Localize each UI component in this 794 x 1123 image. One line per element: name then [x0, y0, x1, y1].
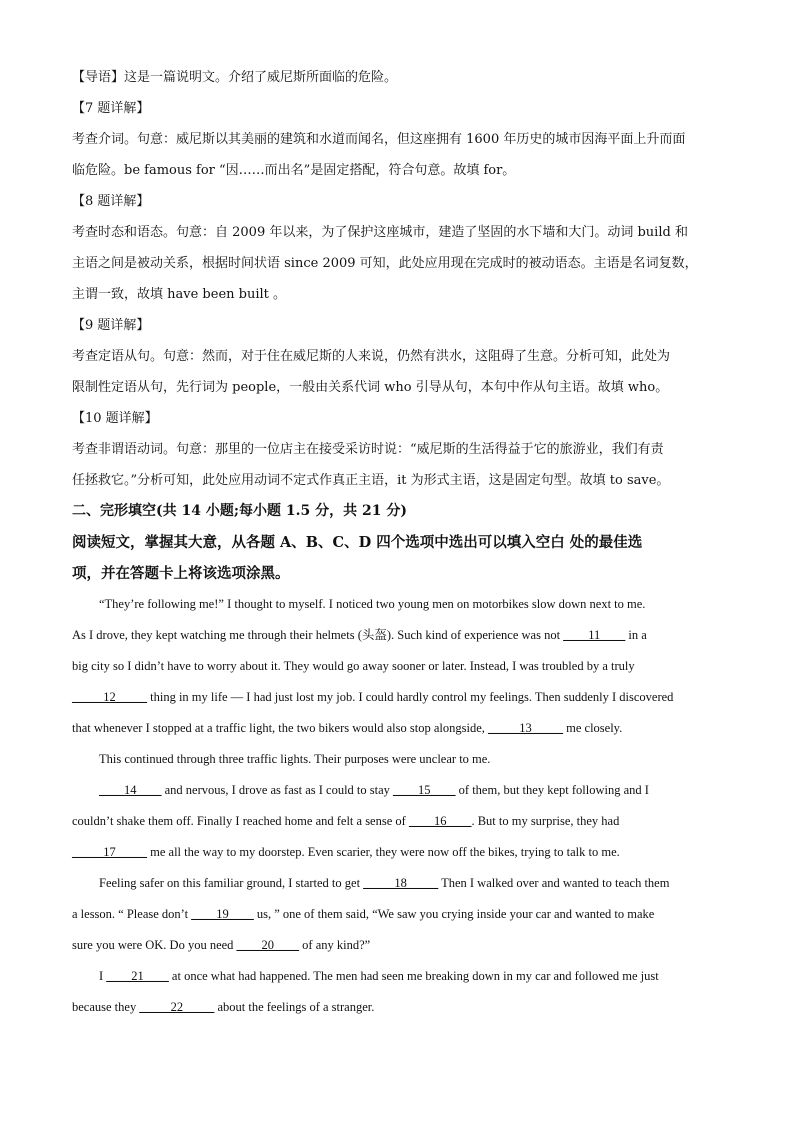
passage-text: Feeling safer on this familiar ground, I started to get	[99, 876, 364, 890]
passage-text: Then I walked over and wanted to teach them	[438, 876, 670, 890]
passage-text: a lesson. “ Please don’t	[72, 907, 192, 921]
passage-text: As I drove, they kept watching me through their helmets (头盔). Such kind of experience was not	[72, 628, 564, 642]
document-page	[72, 62, 722, 1023]
blank-15: ____15____	[393, 783, 456, 797]
passage-text: couldn’t shake them off. Finally I reached home and felt a sense of	[72, 814, 409, 828]
passage-text: me all the way to my doorstep. Even scarier, they were now off the bikes, trying to talk to me.	[147, 845, 620, 859]
q9-line-2: 限制性定语从句，先行词为 people，一般由关系代词 who 引导从句，本句中作从句主语。故填 who。	[72, 380, 669, 395]
passage-line	[72, 682, 722, 713]
blank-13: _____13_____	[488, 721, 563, 735]
passage-text: that whenever I stopped at a traffic light, the two bikers would also stop alongside,	[72, 721, 488, 735]
passage-text: in a	[625, 628, 647, 642]
blank-21: ____21____	[106, 969, 169, 983]
passage-text: us, ” one of them said, “We saw you crying inside your car and wanted to make	[253, 907, 655, 921]
q10-heading: 【10 题详解】	[72, 411, 158, 426]
passage-line	[72, 775, 722, 806]
passage-text: at once what had happened. The men had seen me breaking down in my car and followed me just	[168, 969, 659, 983]
passage-line: big city so I didn’t have to worry about it. They would go away sooner or later. Instead, I was troubled by a truly	[72, 659, 635, 673]
blank-20: ____20____	[236, 938, 300, 952]
passage-text: and nervous, I drove as fast as I could to stay	[161, 783, 394, 797]
instruction-line-2: 项，并在答题卡上将该选项涂黑。	[72, 565, 290, 582]
q8-line-1: 考查时态和语态。句意：自 2009 年以来，为了保护这座城市，建造了坚固的水下墙和大门。动词 build 和	[72, 225, 688, 240]
passage-line	[72, 620, 722, 651]
blank-18: _____18_____	[363, 876, 439, 890]
blank-12: _____12_____	[72, 690, 147, 704]
blank-19: ____19____	[191, 907, 254, 921]
section-title: 二、完形填空(共 14 小题;每小题 1.5 分，共 21 分)	[72, 503, 407, 519]
passage-line: “They’re following me!” I thought to myself. I noticed two young men on motorbikes slow down next to me.	[99, 597, 646, 611]
intro-text: 【导语】这是一篇说明文。介绍了威尼斯所面临的危险。	[72, 70, 398, 85]
blank-22: _____22_____	[139, 1000, 215, 1014]
instruction-line-1: 阅读短文，掌握其大意，从各题 A、B、C、D 四个选项中选出可以填入空白 处的最佳选	[72, 534, 643, 551]
q9-heading: 【9 题详解】	[72, 318, 150, 333]
q7-heading: 【7 题详解】	[72, 101, 150, 116]
passage-line	[72, 992, 722, 1023]
passage-line	[72, 837, 722, 868]
q7-line-1: 考查介词。句意：威尼斯以其美丽的建筑和水道而闻名，但这座拥有 1600 年历史的城市因海平面上升而面	[72, 132, 686, 147]
blank-17: _____17_____	[72, 845, 147, 859]
q10-line-1: 考查非谓语动词。句意：那里的一位店主在接受采访时说：“威尼斯的生活得益于它的旅游业，我们有责	[72, 442, 664, 457]
passage-text: . But to my surprise, they had	[471, 814, 620, 828]
passage-text: thing in my life — I had just lost my job. I could hardly control my feelings. Then suddenly I discovered	[147, 690, 674, 704]
passage-line	[72, 899, 722, 930]
q9-line-1: 考查定语从句。句意：然而，对于住在威尼斯的人来说，仍然有洪水，这阻碍了生意。分析可知，此处为	[72, 349, 671, 364]
passage-line	[72, 930, 722, 961]
q8-heading: 【8 题详解】	[72, 194, 150, 209]
passage-text: I	[99, 969, 107, 983]
passage-text: because they	[72, 1000, 140, 1014]
blank-16: ____16____	[408, 814, 472, 828]
passage-line: This continued through three traffic lights. Their purposes were unclear to me.	[99, 752, 491, 766]
q7-line-2: 临危险。be famous for “因……而出名”是固定搭配，符合句意。故填 for。	[72, 163, 516, 178]
q8-line-2: 主语之间是被动关系，根据时间状语 since 2009 可知，此处应用现在完成时的被动语态。主语是名词复数，	[72, 256, 698, 271]
blank-14: ____14____	[99, 783, 162, 797]
passage-text: me closely.	[563, 721, 623, 735]
blank-11: ____11____	[563, 628, 626, 642]
passage-text: of them, but they kept following and I	[455, 783, 649, 797]
passage-line	[72, 713, 722, 744]
passage-text: about the feelings of a stranger.	[214, 1000, 375, 1014]
passage-line	[72, 806, 722, 837]
q8-line-3: 主谓一致，故填 have been built 。	[72, 287, 287, 302]
passage-text: of any kind?”	[299, 938, 371, 952]
passage-text: sure you were OK. Do you need	[72, 938, 237, 952]
passage-line	[72, 868, 722, 899]
passage-line	[72, 961, 722, 992]
q10-line-2: 任拯救它。”分析可知，此处应用动词不定式作真正主语，it 为形式主语，这是固定句型。故填 to save。	[72, 473, 670, 488]
